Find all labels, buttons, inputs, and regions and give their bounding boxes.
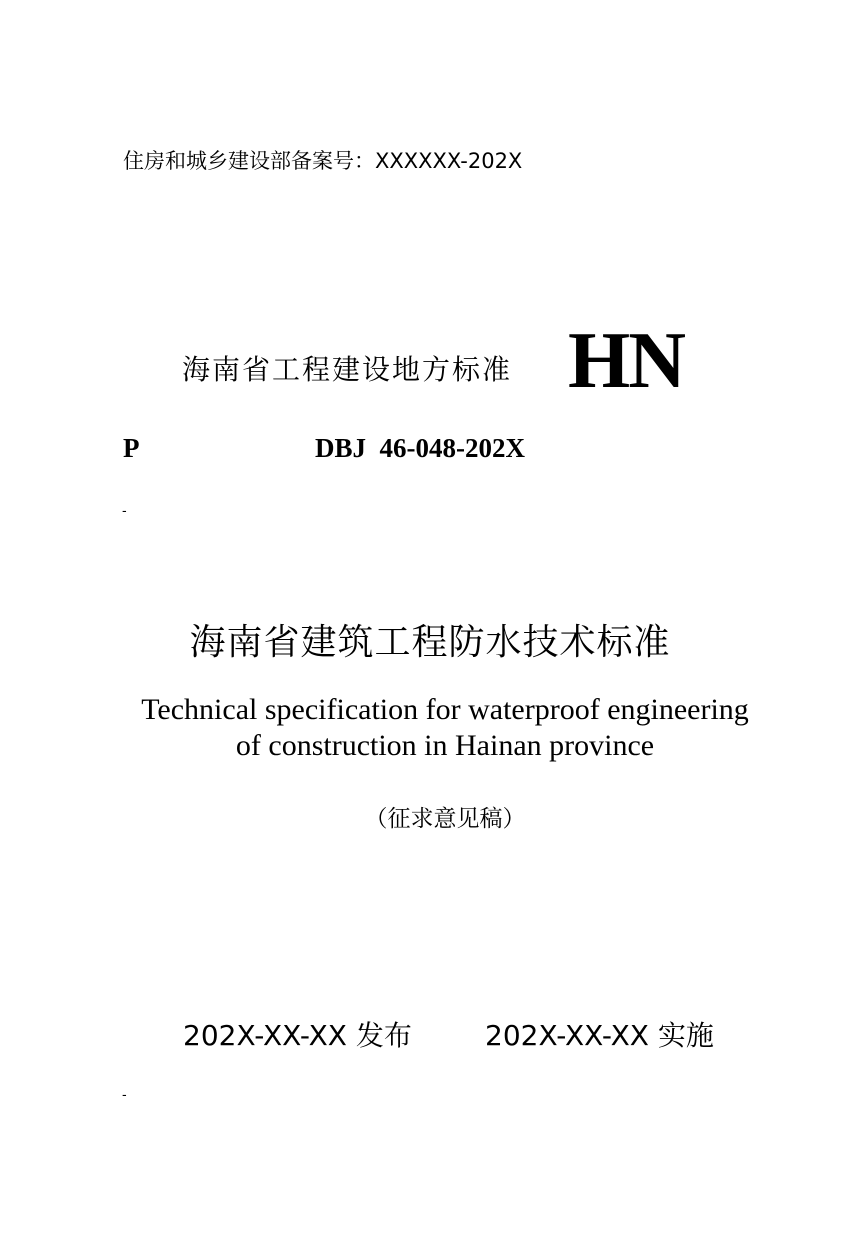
- title-chinese: 海南省建筑工程防水技术标准: [189, 622, 671, 663]
- title-english-line-2: of construction in Hainan province: [235, 729, 655, 762]
- separator-mark-bottom: -: [122, 1086, 127, 1102]
- title-english-line-1: Technical specification for waterproof engineering: [141, 693, 749, 726]
- issue-date: 202X-XX-XX 发布: [183, 1019, 412, 1052]
- filing-number: 住房和城乡建设部备案号：XXXXXX-202X: [123, 149, 523, 173]
- draft-note: （征求意见稿）: [364, 806, 526, 832]
- standard-number: DBJ 46-048-202X: [315, 433, 525, 463]
- standard-label: 海南省工程建设地方标准: [182, 353, 513, 386]
- title-english: [0, 692, 860, 764]
- implementation-date: 202X-XX-XX 实施: [485, 1019, 714, 1052]
- hn-logo: HN: [568, 317, 684, 405]
- classification-code: P: [123, 433, 140, 463]
- separator-mark: -: [122, 502, 127, 518]
